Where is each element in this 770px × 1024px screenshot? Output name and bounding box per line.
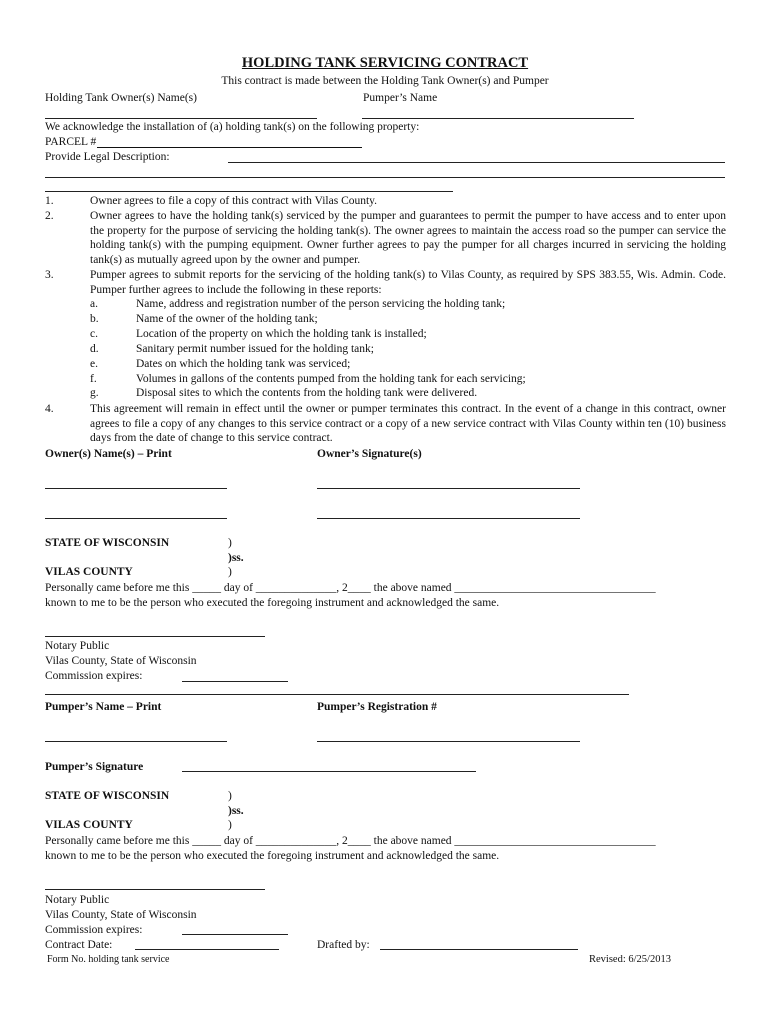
clause-4-text: This agreement will remain in effect until the owner or pumper terminates this contract. In the event of a change in this contract, owner agrees to file a copy of any changes to this service contract or a copy of a new service contract with Vilas County within ten (10) business days from the date of change to this service contract.: [90, 403, 726, 445]
notary-before-1: Personally came before me this _____ day of ______________, 2____ the above named ___________________________________: [45, 582, 656, 594]
paren-1b: ): [228, 566, 232, 578]
notary-known-1: known to me to be the person who executed the foregoing instrument and acknowledged the same.: [45, 597, 500, 609]
ss-label-1: )ss.: [228, 552, 244, 564]
pumper-signature-label: Pumper’s Signature: [45, 761, 144, 773]
legal-description-label: Provide Legal Description:: [45, 151, 170, 163]
notary-public-2: Notary Public: [45, 894, 110, 906]
clause-3-number: 3.: [45, 269, 54, 281]
clause-2-number: 2.: [45, 210, 54, 222]
notary-known-2: known to me to be the person who executed the foregoing instrument and acknowledged the same.: [45, 850, 500, 862]
contract-date-label: Contract Date:: [45, 939, 113, 951]
county-label-1: VILAS COUNTY: [45, 566, 133, 578]
report-item-b-letter: b.: [90, 313, 99, 325]
notary-signature-field-1[interactable]: [45, 636, 265, 637]
report-item-e-letter: e.: [90, 358, 98, 370]
clause-2-text: Owner agrees to have the holding tank(s) serviced by the pumper and guarantees to permit the pumper to have access and to enter upon the property for the purpose of servicing the holding tank(s). The owner agrees to maintain the access road so the pumper can service the holding tank(s) with the pumping equipment. Owner further agrees to pay the pumper for all charges incurred in servicing the holding tank(s) as mutually agreed upon by the owner and pumper.: [90, 210, 726, 266]
report-item-f-letter: f.: [90, 373, 97, 385]
commission-label-1: Commission expires:: [45, 670, 143, 682]
county-label-2: VILAS COUNTY: [45, 819, 133, 831]
report-item-b-text: Name of the owner of the holding tank;: [136, 313, 318, 325]
report-item-d-letter: d.: [90, 343, 99, 355]
pumper-print-field[interactable]: [45, 741, 227, 742]
owner-signature-label: Owner’s Signature(s): [317, 448, 422, 460]
section-divider: [45, 694, 629, 695]
clause-1-text: Owner agrees to file a copy of this contract with Vilas County.: [90, 195, 378, 207]
owner-signature-field-2[interactable]: [317, 518, 580, 519]
pumper-print-label: Pumper’s Name – Print: [45, 701, 162, 713]
notary-county-2: Vilas County, State of Wisconsin: [45, 909, 197, 921]
commission-label-2: Commission expires:: [45, 924, 143, 936]
report-item-d-text: Sanitary permit number issued for the holding tank;: [136, 343, 374, 355]
document-title: HOLDING TANK SERVICING CONTRACT: [241, 55, 529, 71]
report-item-a-letter: a.: [90, 298, 98, 310]
state-label-2: STATE OF WISCONSIN: [45, 790, 170, 802]
pumper-name-field[interactable]: [362, 118, 634, 119]
paren-1a: ): [228, 537, 232, 549]
paren-2b: ): [228, 819, 232, 831]
report-item-c-text: Location of the property on which the holding tank is installed;: [136, 328, 427, 340]
owner-signature-field-1[interactable]: [317, 488, 580, 489]
report-item-g-letter: g.: [90, 387, 99, 399]
legal-description-field-2[interactable]: [45, 177, 725, 178]
drafted-by-field[interactable]: [380, 949, 578, 950]
pumper-registration-label: Pumper’s Registration #: [317, 701, 437, 713]
paren-2a: ): [228, 790, 232, 802]
owner-print-field-1[interactable]: [45, 488, 227, 489]
clause-3-text: Pumper agrees to submit reports for the servicing of the holding tank(s) to Vilas County, as required by SPS 383.55, Wis. Admin. Code. Pumper further agrees to include the following in these reports:: [90, 269, 726, 296]
report-item-g-text: Disposal sites to which the contents from the holding tank were delivered.: [136, 387, 478, 399]
owner-print-label: Owner(s) Name(s) – Print: [45, 448, 172, 460]
pumper-signature-field[interactable]: [182, 771, 476, 772]
report-item-a-text: Name, address and registration number of the person servicing the holding tank;: [136, 298, 506, 310]
notary-public-1: Notary Public: [45, 640, 110, 652]
owner-name-field[interactable]: [45, 118, 317, 119]
drafted-by-label: Drafted by:: [317, 939, 370, 951]
clause-4-number: 4.: [45, 403, 54, 415]
ss-label-2: )ss.: [228, 805, 244, 817]
acknowledge-text: We acknowledge the installation of (a) holding tank(s) on the following property:: [45, 121, 420, 133]
report-item-e-text: Dates on which the holding tank was serviced;: [136, 358, 351, 370]
parcel-label: PARCEL #: [45, 136, 97, 148]
notary-before-2: Personally came before me this _____ day of ______________, 2____ the above named ___________________________________: [45, 835, 656, 847]
owner-name-label: Holding Tank Owner(s) Name(s): [45, 92, 197, 104]
commission-field-2[interactable]: [182, 934, 288, 935]
pumper-name-label: Pumper’s Name: [363, 92, 438, 104]
document-subtitle: This contract is made between the Holding Tank Owner(s) and Pumper: [221, 75, 549, 87]
legal-description-field-1[interactable]: [228, 162, 725, 163]
legal-description-field-3[interactable]: [45, 191, 453, 192]
owner-print-field-2[interactable]: [45, 518, 227, 519]
state-label-1: STATE OF WISCONSIN: [45, 537, 170, 549]
contract-date-field[interactable]: [135, 949, 279, 950]
revised-date: Revised: 6/25/2013: [589, 954, 671, 965]
notary-county-1: Vilas County, State of Wisconsin: [45, 655, 197, 667]
commission-field-1[interactable]: [182, 681, 288, 682]
notary-signature-field-2[interactable]: [45, 889, 265, 890]
report-item-c-letter: c.: [90, 328, 98, 340]
parcel-field[interactable]: [97, 147, 362, 148]
clause-1-number: 1.: [45, 195, 54, 207]
pumper-registration-field[interactable]: [317, 741, 580, 742]
report-item-f-text: Volumes in gallons of the contents pumped from the holding tank for each servicing;: [136, 373, 526, 385]
form-number: Form No. holding tank service: [47, 954, 170, 965]
